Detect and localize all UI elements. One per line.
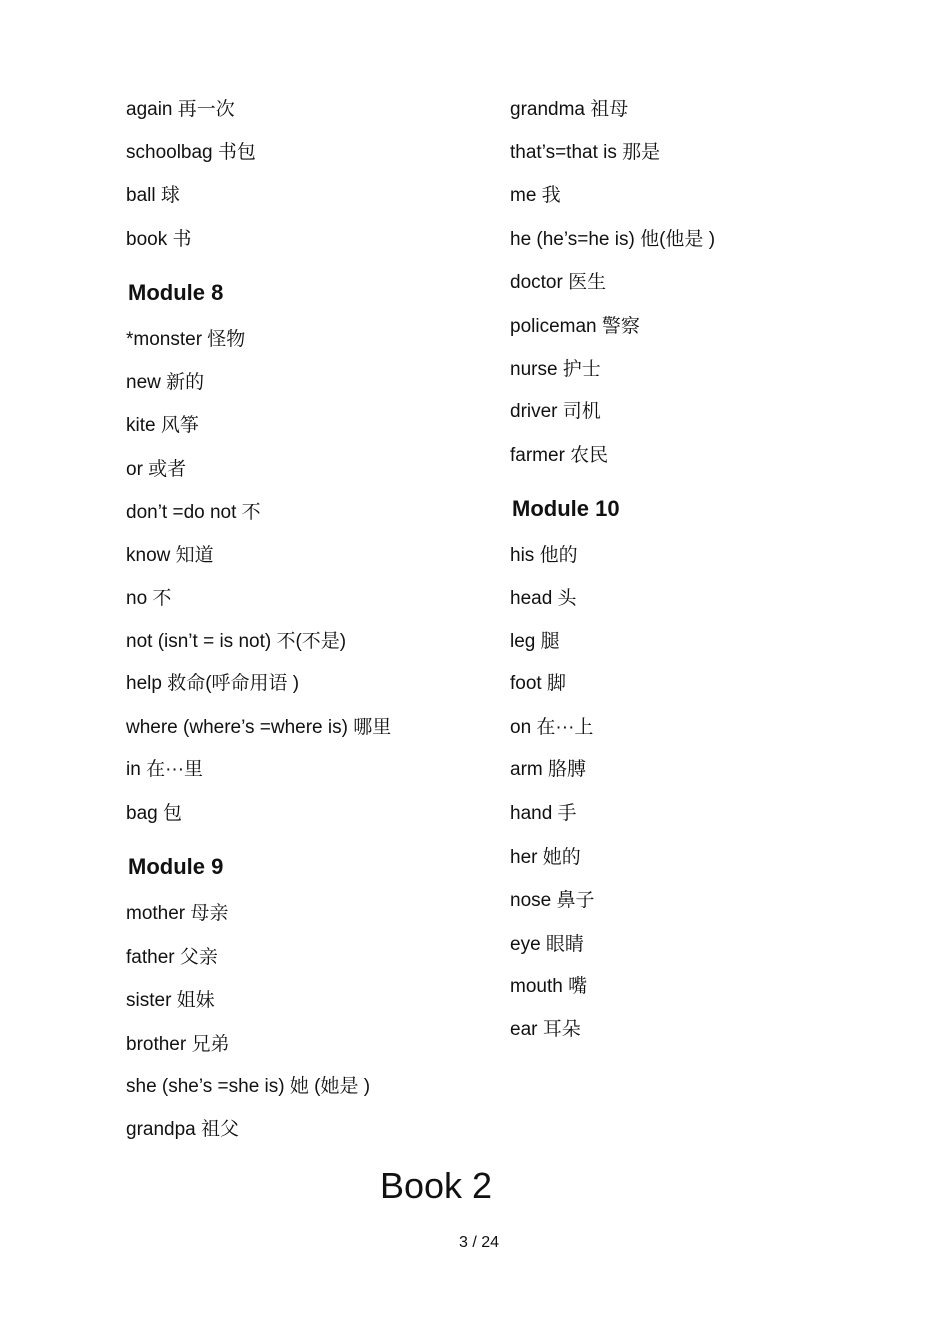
vocabulary-entry: his 他的 (510, 545, 578, 566)
vocabulary-entry: grandpa 祖父 (126, 1119, 240, 1140)
vocabulary-entry: sister 姐妹 (126, 990, 215, 1011)
vocabulary-entry: *monster 怪物 (126, 329, 246, 350)
vocabulary-entry: head 头 (510, 588, 577, 609)
vocabulary-entry: her 她的 (510, 847, 581, 868)
vocabulary-entry: me 我 (510, 185, 561, 206)
vocabulary-entry: driver 司机 (510, 401, 601, 422)
vocabulary-entry: book 书 (126, 229, 192, 250)
vocabulary-entry: doctor 医生 (510, 272, 607, 293)
vocabulary-entry: policeman 警察 (510, 316, 640, 337)
vocabulary-entry: mouth 嘴 (510, 976, 588, 997)
vocabulary-entry: don’t =do not 不 (126, 502, 261, 523)
vocabulary-entry: grandma 祖母 (510, 99, 629, 120)
vocabulary-entry: new 新的 (126, 372, 205, 393)
vocabulary-entry: that’s=that is 那是 (510, 142, 661, 163)
vocabulary-entry: no 不 (126, 588, 172, 609)
vocabulary-entry: ear 耳朵 (510, 1019, 581, 1040)
vocabulary-entry: nurse 护士 (510, 359, 601, 380)
vocabulary-entry: on 在···上 (510, 717, 594, 738)
vocabulary-entry: hand 手 (510, 803, 577, 824)
vocabulary-entry: bag 包 (126, 803, 182, 824)
module-heading: Module 9 (128, 854, 224, 879)
vocabulary-entry: help 救命(呼命用语 ) (126, 673, 300, 694)
vocabulary-entry: nose 鼻子 (510, 890, 595, 911)
vocabulary-entry: where (where’s =where is) 哪里 (126, 717, 392, 738)
vocabulary-entry: eye 眼睛 (510, 934, 584, 955)
vocabulary-entry: ball 球 (126, 185, 180, 206)
vocabulary-entry: again 再一次 (126, 99, 235, 120)
book-title: Book 2 (379, 1165, 493, 1206)
vocabulary-entry: know 知道 (126, 545, 214, 566)
vocabulary-entry: he (he’s=he is) 他(他是 ) (510, 229, 716, 250)
vocabulary-entry: or 或者 (126, 459, 187, 480)
vocabulary-entry: mother 母亲 (126, 903, 229, 924)
module-heading: Module 10 (512, 496, 620, 521)
vocabulary-entry: arm 胳膊 (510, 759, 587, 780)
vocabulary-entry: in 在···里 (126, 759, 204, 780)
vocabulary-entry: not (isn’t = is not) 不(不是) (126, 631, 347, 652)
module-heading: Module 8 (128, 280, 224, 305)
vocabulary-entry: kite 风筝 (126, 415, 199, 436)
vocabulary-entry: leg 腿 (510, 631, 560, 652)
vocabulary-entry: brother 兄弟 (126, 1034, 230, 1055)
page-number: 3 / 24 (458, 1234, 500, 1251)
vocabulary-entry: farmer 农民 (510, 445, 609, 466)
vocabulary-entry: foot 脚 (510, 673, 566, 694)
vocabulary-entry: schoolbag 书包 (126, 142, 256, 163)
vocabulary-entry: father 父亲 (126, 947, 218, 968)
vocabulary-entry: she (she’s =she is) 她 (她是 ) (126, 1076, 371, 1097)
